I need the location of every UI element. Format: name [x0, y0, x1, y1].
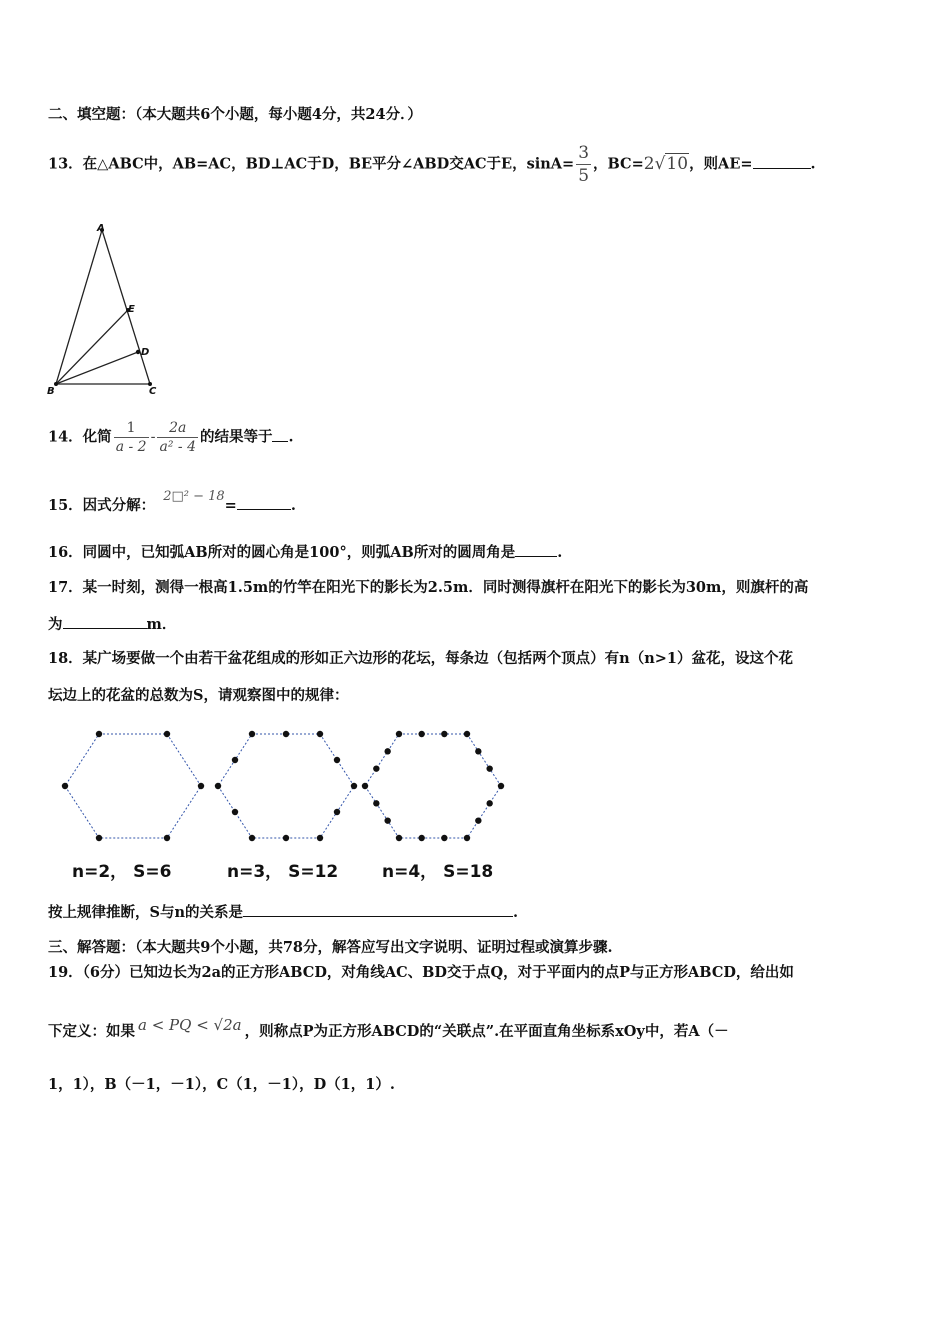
- q13-end: .: [810, 155, 816, 173]
- flower-pot-dot: [164, 731, 170, 737]
- flower-pot-dot: [373, 800, 379, 806]
- flower-pot-dot: [362, 783, 368, 789]
- question-18-line1: 18．某广场要做一个由若干盆花组成的形如正六边形的花坛，每条边（包括两个顶点）有n（n>1）盆花，设这个花: [48, 650, 793, 667]
- flower-pot-dot: [249, 835, 255, 841]
- q18-question-end: .: [513, 904, 519, 921]
- q14-end: .: [288, 428, 294, 446]
- question-18-line2: 坛边上的花盆的总数为S，请观察图中的规律：: [48, 687, 349, 704]
- section3-title: 三、解答题：（本大题共9个小题，共78分，解答应写出文字说明、证明过程或演算步骤.: [48, 939, 613, 956]
- hexagon-outline-1: [65, 734, 201, 838]
- section2-title: 二、填空题：（本大题共6个小题，每小题4分，共24分．）: [48, 106, 422, 123]
- q14-f2-denominator: a² - 4: [159, 439, 196, 455]
- hex-label-n3: n=3， S=12: [227, 862, 339, 882]
- sinA-numerator: 3: [578, 143, 590, 163]
- q16-end: .: [557, 544, 563, 561]
- flower-pot-dot: [164, 835, 170, 841]
- flower-pot-dot: [351, 783, 357, 789]
- q19-inequality: a < PQ < √2a: [138, 1016, 242, 1034]
- flower-pot-dot: [373, 765, 379, 771]
- flower-pot-dot: [418, 835, 424, 841]
- flower-pot-dot: [441, 835, 447, 841]
- question-17-line1: 17．某一时刻，测得一根高1.5m的竹竿在阳光下的影长为2.5m．同时测得旗杆在阳光下的影长为30m，则旗杆的高: [48, 579, 809, 596]
- label-B: B: [47, 386, 55, 397]
- flower-pot-dot: [475, 748, 481, 754]
- flower-pot-dot: [441, 731, 447, 737]
- label-E: E: [128, 304, 135, 315]
- q14-prefix: 14．化简: [48, 428, 112, 446]
- flower-pot-dot: [396, 731, 402, 737]
- sinA-denominator: 5: [578, 166, 590, 186]
- flower-pot-dot: [317, 835, 323, 841]
- flower-pot-dot: [232, 809, 238, 815]
- flower-pot-dot: [317, 731, 323, 737]
- bc-coefficient: 2: [643, 153, 655, 174]
- question-19-line1: 19．（6分）已知边长为2a的正方形ABCD，对角线AC、BD交于点Q，对于平面内的点P与正方形ABCD，给出如: [48, 964, 794, 981]
- flower-pot-dot: [334, 809, 340, 815]
- flower-pot-dot: [215, 783, 221, 789]
- flower-pot-dot: [486, 800, 492, 806]
- q15-end: .: [290, 497, 296, 514]
- flower-pot-dot: [249, 731, 255, 737]
- q16-text: 16．同圆中，已知弧AB所对的圆心角是100°，则弧AB所对的圆周角是: [48, 544, 516, 561]
- q17-line2-prefix: 为: [48, 616, 63, 633]
- q14-f2-numerator: 2a: [169, 420, 187, 436]
- hex-label-n2: n=2， S=6: [72, 862, 172, 882]
- q15-expression: 2□² − 18: [163, 489, 225, 504]
- q13-prefix: 13．在△ABC中，AB=AC，BD⊥AC于D，BE平分∠ABD交AC于E，sinA=: [48, 155, 575, 173]
- q19-line2-prefix: 下定义：如果: [48, 1023, 135, 1040]
- q17-line2-suffix: m．: [146, 616, 177, 633]
- flower-pot-dot: [486, 765, 492, 771]
- flower-pot-dot: [232, 757, 238, 763]
- hex-label-n4: n=4， S=18: [382, 862, 494, 882]
- label-C: C: [149, 386, 157, 397]
- label-D: D: [141, 347, 150, 358]
- label-A: A: [97, 223, 105, 234]
- q14-suffix: 的结果等于: [199, 428, 273, 446]
- bc-radicand: 10: [666, 153, 689, 174]
- sqrt-symbol: √: [654, 153, 666, 174]
- flower-pot-dot: [384, 748, 390, 754]
- hexagon-outline-2: [218, 734, 354, 838]
- flower-pot-dot: [498, 783, 504, 789]
- flower-pot-dot: [384, 817, 390, 823]
- question-19-line3: 1，1），B（－1，－1），C（1，－1），D（1，1）.: [48, 1076, 395, 1093]
- q14-f1-numerator: 1: [126, 420, 136, 436]
- q18-question-prefix: 按上规律推断，S与n的关系是: [48, 904, 244, 921]
- flower-pot-dot: [198, 783, 204, 789]
- flower-pot-dot: [283, 835, 289, 841]
- q15-suffix: =: [224, 497, 237, 514]
- question-19-line2: [48, 1016, 729, 1041]
- flower-pot-dot: [464, 731, 470, 737]
- q14-minus: -: [150, 429, 156, 446]
- flower-pot-dot: [396, 835, 402, 841]
- q14-f1-denominator: a - 2: [115, 439, 147, 455]
- flower-pot-dot: [418, 731, 424, 737]
- flower-pot-dot: [96, 731, 102, 737]
- flower-pot-dot: [96, 835, 102, 841]
- flower-pot-dot: [464, 835, 470, 841]
- flower-pot-dot: [283, 731, 289, 737]
- question-18-prompt: [48, 901, 518, 922]
- q19-line2-suffix: ，则称点P为正方形ABCD的“关联点”.在平面直角坐标系xOy中，若A（－: [244, 1023, 729, 1040]
- flower-pot-dot: [475, 817, 481, 823]
- q18-answer-blank[interactable]: [243, 902, 513, 917]
- flower-pot-dot: [62, 783, 68, 789]
- q13-suffix: ，则AE=: [689, 155, 753, 173]
- q13-mid: ，BC=: [593, 155, 644, 173]
- flower-pot-dot: [334, 757, 340, 763]
- q15-prefix: 15．因式分解：: [48, 497, 156, 514]
